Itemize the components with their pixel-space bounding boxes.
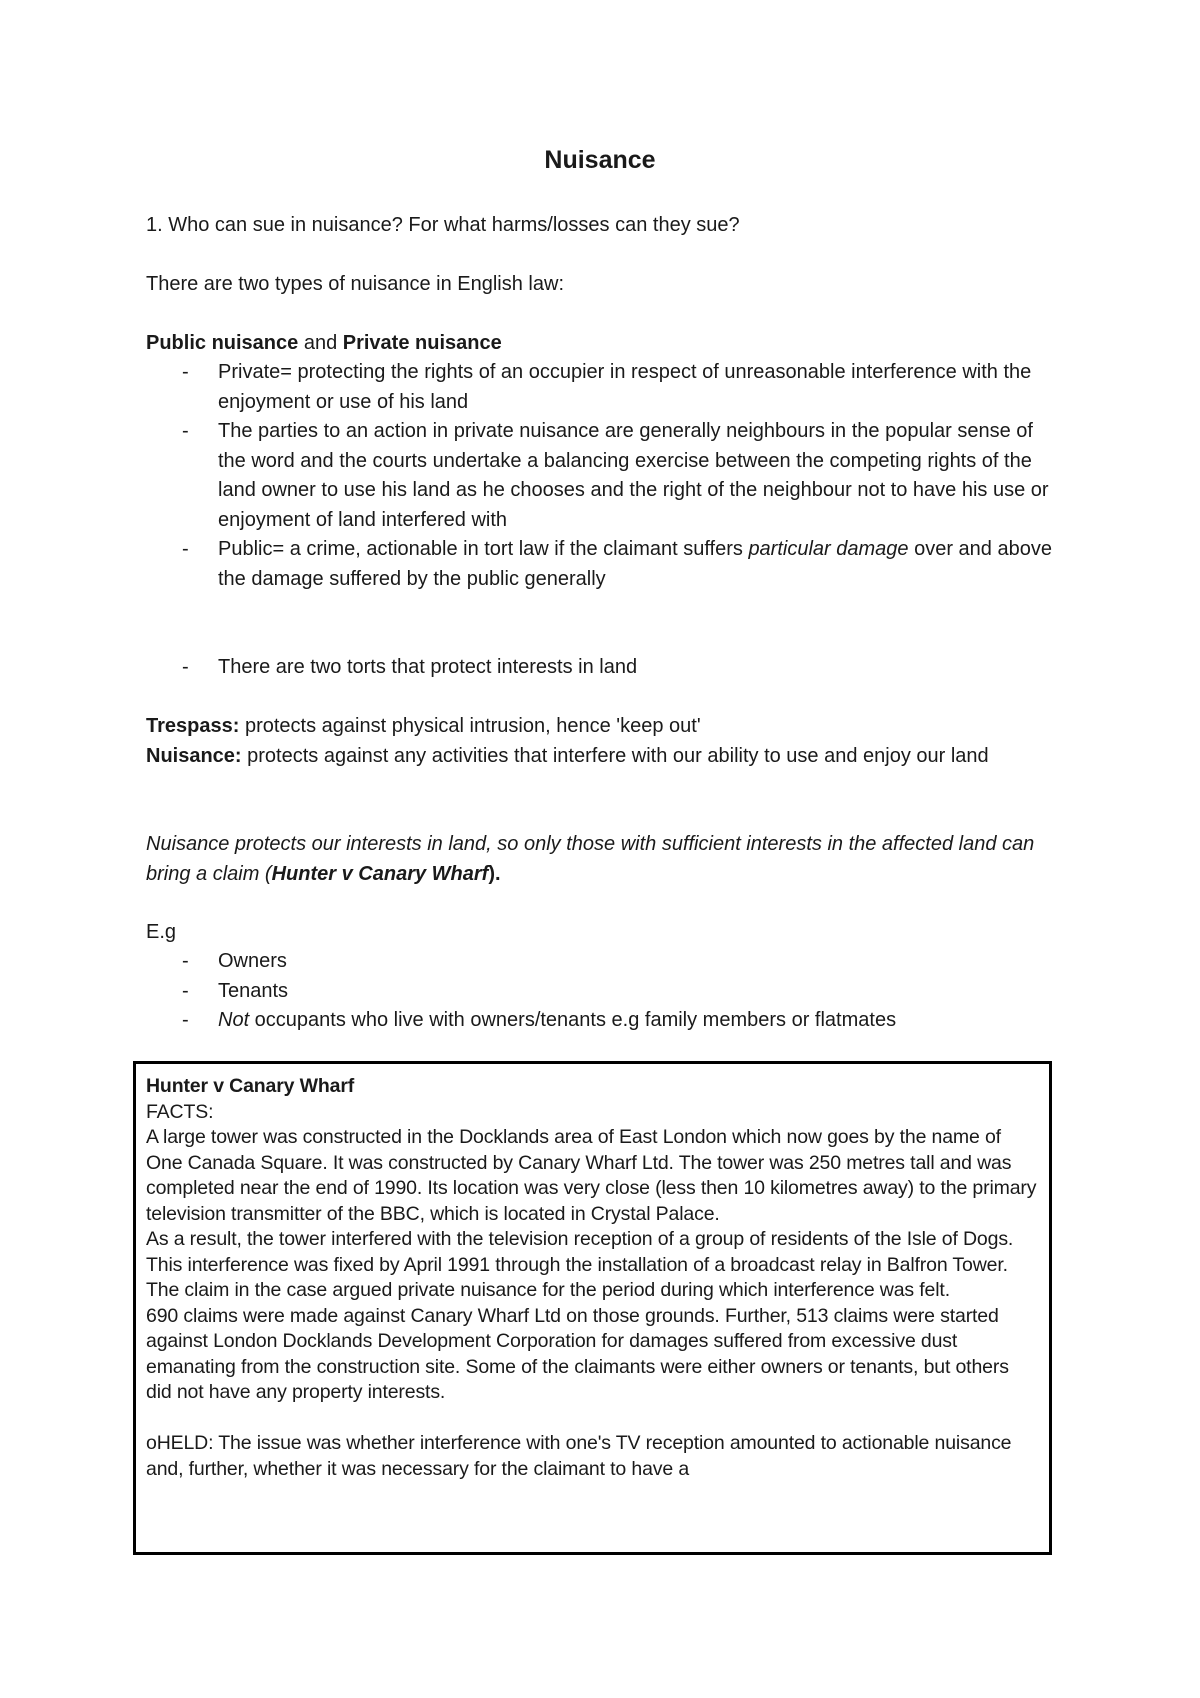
facts-paragraph: As a result, the tower interfered with the television reception of a group of residents of the Isle of Dogs. This interference was fixed by April 1991 through the installation of a broadcast relay in Balfron Tower. The claim in the case argued private nuisance for the period during which interference was felt. [146, 1228, 1014, 1301]
question-heading: 1. Who can sue in nuisance? For what harms/losses can they sue? [146, 214, 740, 236]
case-name [146, 1074, 1039, 1100]
nuisance-types-list [146, 358, 1066, 594]
tort-definitions [146, 712, 1066, 771]
facts-label: FACTS: [146, 1100, 214, 1123]
list-dash: - [182, 420, 189, 442]
list-dash: - [182, 950, 189, 972]
list-dash: - [182, 538, 189, 560]
list-item [146, 653, 1066, 683]
not-emphasis: Not [218, 1009, 250, 1031]
trespass-label: Trespass: [146, 715, 240, 737]
nuisance-types-heading [146, 329, 1066, 359]
list-item [146, 1006, 1066, 1036]
list-dash: - [182, 979, 189, 1002]
examples-list [146, 947, 1066, 1036]
and-connector: and [298, 332, 343, 354]
list-item-text: Owners [218, 950, 287, 972]
facts-paragraph: 690 claims were made against Canary Wharf Ltd on those grounds. Further, 513 claims were started against London Docklands Development Corporation for damages suffered from excessive dust emanating from the construction site. Some of the claimants were either owners or tenants, but others did not have any property interests. [146, 1304, 1009, 1403]
nuisance-definition [146, 742, 1066, 772]
list-item [146, 358, 1066, 417]
list-dash: - [182, 1009, 189, 1031]
list-item [146, 947, 1066, 977]
public-item-after: over and above the damage suffered by the public generally [218, 538, 1052, 590]
private-nuisance-label: Private nuisance [342, 332, 502, 354]
facts-paragraph: A large tower was constructed in the Docklands area of East London which now goes by the name of One Canada Square. It was constructed by Canary Wharf Ltd. The tower was 250 metres tall and was completed near the end of 1990. Its location was very close (less then 10 kilometres away) to the primary television transmitter of the BBC, which is located in Crystal Palace. [146, 1126, 1037, 1225]
list-item-text: The parties to an action in private nuisance are generally neighbours in the popular sense of the word and the courts undertake a balancing exercise between the competing rights of the land owner to use his land as he chooses and the right of the neighbour not to have his use or enjoyment of land interfered with [218, 420, 1049, 531]
list-item [146, 977, 1066, 1007]
list-item-text: Tenants [218, 979, 289, 1002]
interests-note-text: Nuisance protects our interests in land, so only those with sufficient interests in the affected land can bring a claim ( [146, 833, 1035, 885]
list-item-text: Private= protecting the rights of an occupier in respect of unreasonable interference with the enjoyment or use of his land [218, 361, 1032, 413]
paragraph-gap [146, 1406, 1039, 1432]
list-item [146, 417, 1066, 535]
examples-label: E.g [146, 921, 177, 943]
case-summary-box [133, 1061, 1052, 1555]
list-item-text: There are two torts that protect interests in land [218, 656, 638, 678]
list-item [146, 535, 1066, 594]
list-item-text: occupants who live with owners/tenants e.g family members or flatmates [249, 1009, 897, 1031]
held-paragraph: oHELD: The issue was whether interference with one's TV reception amounted to actionable nuisance and, further, whether it was necessary for the claimant to have a [146, 1432, 1012, 1480]
case-name-text: Hunter v Canary Wharf [146, 1075, 355, 1097]
public-nuisance-label: Public nuisance [146, 332, 299, 354]
interests-note [146, 830, 1066, 889]
public-item-before: Public= a crime, actionable in tort law if the claimant suffers [218, 538, 749, 560]
particular-damage-emphasis: particular damage [748, 538, 909, 560]
list-dash: - [182, 361, 189, 383]
page-title: Nuisance [544, 146, 656, 174]
case-reference-end: ). [488, 862, 501, 885]
nuisance-text: protects against any activities that interfere with our ability to use and enjoy our land [241, 744, 989, 767]
case-reference: Hunter v Canary Wharf [271, 862, 489, 885]
trespass-text: protects against physical intrusion, hence 'keep out' [239, 715, 701, 737]
nuisance-label: Nuisance: [146, 744, 242, 767]
intro-paragraph: There are two types of nuisance in English law: [146, 273, 564, 295]
list-dash: - [182, 656, 189, 678]
torts-list [146, 653, 1066, 683]
trespass-definition [146, 712, 1066, 742]
